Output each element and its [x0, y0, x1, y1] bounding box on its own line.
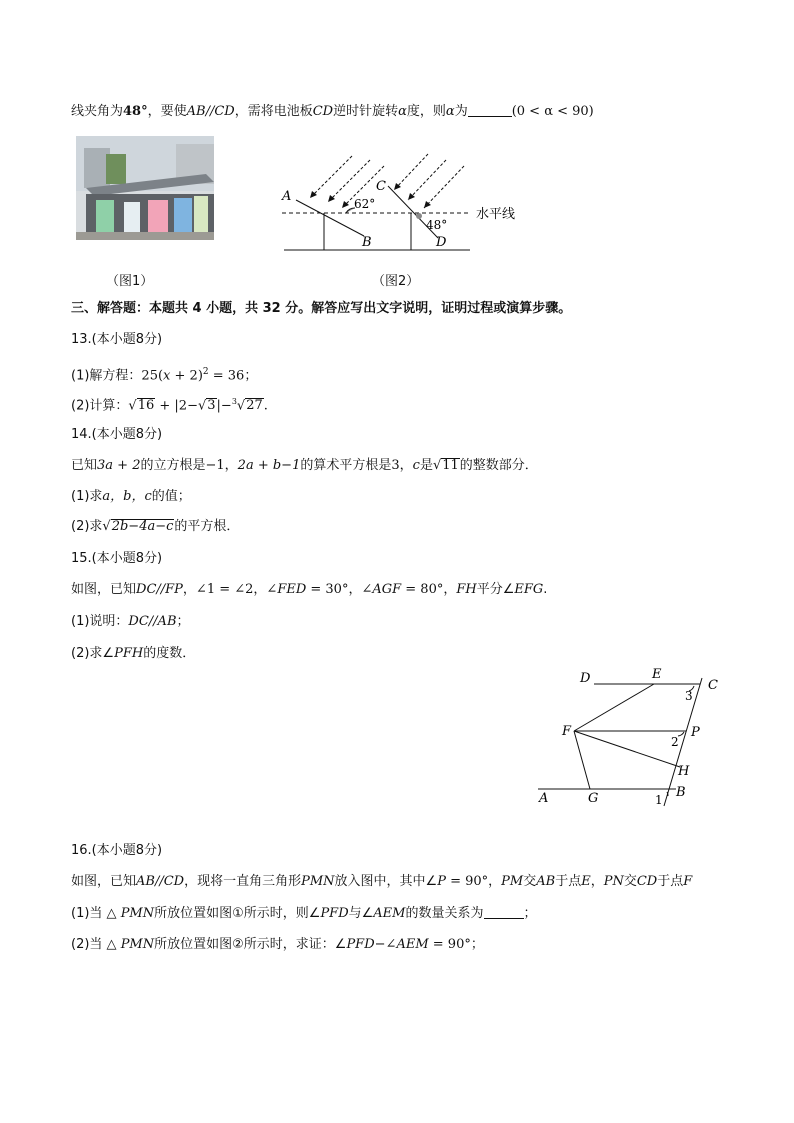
math: 3 — [231, 397, 237, 406]
text: (1)求 — [71, 489, 103, 504]
label-H: H — [678, 764, 690, 779]
figure-1-caption: （图1） — [106, 274, 154, 289]
bus-stop-photo — [76, 136, 214, 240]
math: = 90°； — [428, 937, 484, 952]
text: 交 — [523, 874, 537, 889]
q13-heading: 13.(本小题8分) — [71, 332, 163, 347]
math: PN — [603, 874, 624, 889]
text: ， — [399, 458, 413, 473]
text: 的值； — [151, 489, 191, 504]
math: 16 — [137, 398, 155, 414]
label-3: 3 — [685, 689, 693, 703]
text: 所放位置如图②所示时，求证：∠ — [154, 937, 347, 952]
text: 放入图中，其中∠ — [334, 874, 438, 889]
solar-panel-diagram — [278, 150, 538, 260]
text: 的度数． — [143, 646, 196, 661]
answer-blank — [484, 906, 524, 919]
angle-62-label: 62° — [354, 197, 376, 211]
text: (2)当 △ — [71, 937, 121, 952]
text: 所放位置如图①所示时，则∠ — [154, 906, 321, 921]
label-E: E — [652, 667, 662, 682]
text: 平分∠ — [476, 582, 515, 597]
math: PFD — [320, 906, 349, 921]
label-C: C — [376, 179, 386, 194]
math: α — [445, 104, 455, 119]
label-P: P — [691, 725, 700, 740]
text: 于点 — [555, 874, 582, 889]
text: 的立方根是 — [140, 458, 206, 473]
text: 如图，已知 — [71, 874, 137, 889]
math: CD — [636, 874, 658, 889]
math: AB//CD — [186, 104, 235, 119]
text: 小题，共 — [201, 301, 263, 316]
text: ，要使 — [147, 104, 187, 119]
q13-part2 — [71, 393, 268, 415]
text: ； — [176, 614, 190, 629]
q15-geometry-figure — [530, 664, 730, 814]
text: (2)计算： — [71, 398, 129, 414]
range-condition: (0 < α < 90) — [511, 104, 594, 119]
label-A: A — [539, 791, 549, 806]
math: 2b−4a−c — [111, 519, 174, 534]
angle-48-label: 48° — [426, 218, 448, 232]
q14-heading: 14.(本小题8分) — [71, 427, 163, 442]
q14-statement — [71, 457, 538, 475]
math: x — [163, 368, 171, 384]
text: ， — [224, 458, 238, 473]
q14-part2 — [71, 518, 239, 536]
math: 27 — [246, 398, 263, 414]
q15-part1 — [71, 613, 190, 631]
sqrt-sign: √ — [102, 519, 111, 534]
math: |− — [216, 398, 232, 414]
label-2: 2 — [671, 735, 679, 749]
text: 交 — [623, 874, 637, 889]
math: AEM — [396, 937, 429, 952]
math: PFH — [114, 646, 144, 661]
q16-part1 — [71, 905, 537, 923]
text: 线夹角为 — [71, 104, 124, 119]
math: 2 — [202, 367, 209, 377]
math: PM — [501, 874, 524, 889]
math: 25( — [141, 368, 164, 384]
math: = 36； — [208, 368, 258, 384]
math: 3 — [391, 458, 400, 473]
math: −1 — [205, 458, 225, 473]
math: PMN — [120, 906, 155, 921]
math: = 80°， — [401, 582, 457, 597]
q15-statement — [71, 581, 547, 599]
text: 逆时针旋转 — [333, 104, 399, 119]
math: PFD — [346, 937, 375, 952]
text: 的数量关系为 — [405, 906, 484, 921]
math: 48° — [123, 104, 148, 119]
horizontal-line-label: 水平线 — [476, 207, 516, 222]
math: α — [398, 104, 407, 119]
q16-statement — [71, 873, 692, 891]
text: (1)当 △ — [71, 906, 121, 921]
label-A: A — [282, 189, 292, 204]
math: CD — [312, 104, 334, 119]
text: 为 — [454, 104, 468, 119]
math: 2a + b−1 — [237, 458, 301, 473]
label-B: B — [676, 785, 686, 800]
sqrt-sign: √ — [432, 458, 442, 473]
math: . — [263, 398, 268, 414]
answer-blank — [468, 104, 512, 117]
text: 于点 — [657, 874, 684, 889]
math: AB — [536, 874, 556, 889]
text: 的平方根． — [174, 519, 240, 534]
text: (2)求∠ — [71, 646, 115, 661]
text: (2)求 — [71, 519, 103, 534]
math: = 90°， — [445, 874, 502, 889]
text: 32 — [262, 301, 281, 316]
sqrt-sign: √ — [197, 398, 207, 414]
q15-heading: 15.(本小题8分) — [71, 551, 163, 566]
text: 度，则 — [406, 104, 446, 119]
text: ； — [523, 906, 537, 921]
text: ，需将电池板 — [234, 104, 313, 119]
math: −∠ — [374, 937, 397, 952]
label-D: D — [580, 671, 591, 686]
text: 与∠ — [348, 906, 374, 921]
figure-2-caption: （图2） — [372, 274, 420, 289]
label-F: F — [562, 724, 572, 739]
math: F — [683, 874, 693, 889]
math: FED — [277, 582, 307, 597]
math: P — [437, 874, 446, 889]
q16-part2 — [71, 936, 484, 954]
text: 是 — [419, 458, 433, 473]
math: + 2) — [170, 368, 203, 384]
text: ，现将一直角三角形 — [184, 874, 302, 889]
q14-part1 — [71, 488, 191, 506]
text: 分。解答应写出文字说明，证明过程或演算步骤。 — [280, 301, 572, 316]
label-G: G — [588, 791, 599, 806]
text: (1)说明： — [71, 614, 129, 629]
math: FH — [456, 582, 477, 597]
math: AGF — [372, 582, 402, 597]
text: 的整数部分． — [459, 458, 538, 473]
text: ， — [590, 874, 604, 889]
q12-text-line — [71, 103, 594, 121]
math: ，∠1 = ∠2，∠ — [182, 582, 278, 597]
math: + |2− — [155, 398, 198, 414]
math: 3 — [207, 398, 216, 414]
label-C: C — [708, 678, 718, 693]
section-3-heading — [71, 300, 571, 318]
math: E — [581, 874, 591, 889]
math: AB//CD — [136, 874, 185, 889]
q13-part1 — [71, 363, 257, 385]
math: AEM — [373, 906, 406, 921]
label-B: B — [362, 235, 372, 250]
q15-part2 — [71, 645, 195, 663]
math: EFG — [514, 582, 544, 597]
label-1: 1 — [655, 793, 663, 807]
label-D: D — [436, 235, 447, 250]
text: 的算术平方根是 — [300, 458, 392, 473]
math: 3a + 2 — [97, 458, 141, 473]
math: DC//AB — [128, 614, 177, 629]
text: 4 — [192, 301, 202, 316]
math: PMN — [120, 937, 155, 952]
text: 三、解答题：本题共 — [71, 301, 193, 316]
sqrt-sign: √ — [128, 398, 137, 414]
math: a，b，c — [102, 489, 152, 504]
math: DC//FP — [136, 582, 183, 597]
sqrt-sign: √ — [236, 398, 246, 414]
math: c — [412, 458, 420, 473]
math: 11 — [442, 458, 459, 473]
text: . — [543, 582, 548, 597]
text: 已知 — [71, 458, 98, 473]
math: = 30°，∠ — [306, 582, 373, 597]
q16-heading: 16.(本小题8分) — [71, 843, 163, 858]
math: PMN — [301, 874, 335, 889]
text: (1)解方程： — [71, 368, 142, 384]
text: 如图，已知 — [71, 582, 137, 597]
